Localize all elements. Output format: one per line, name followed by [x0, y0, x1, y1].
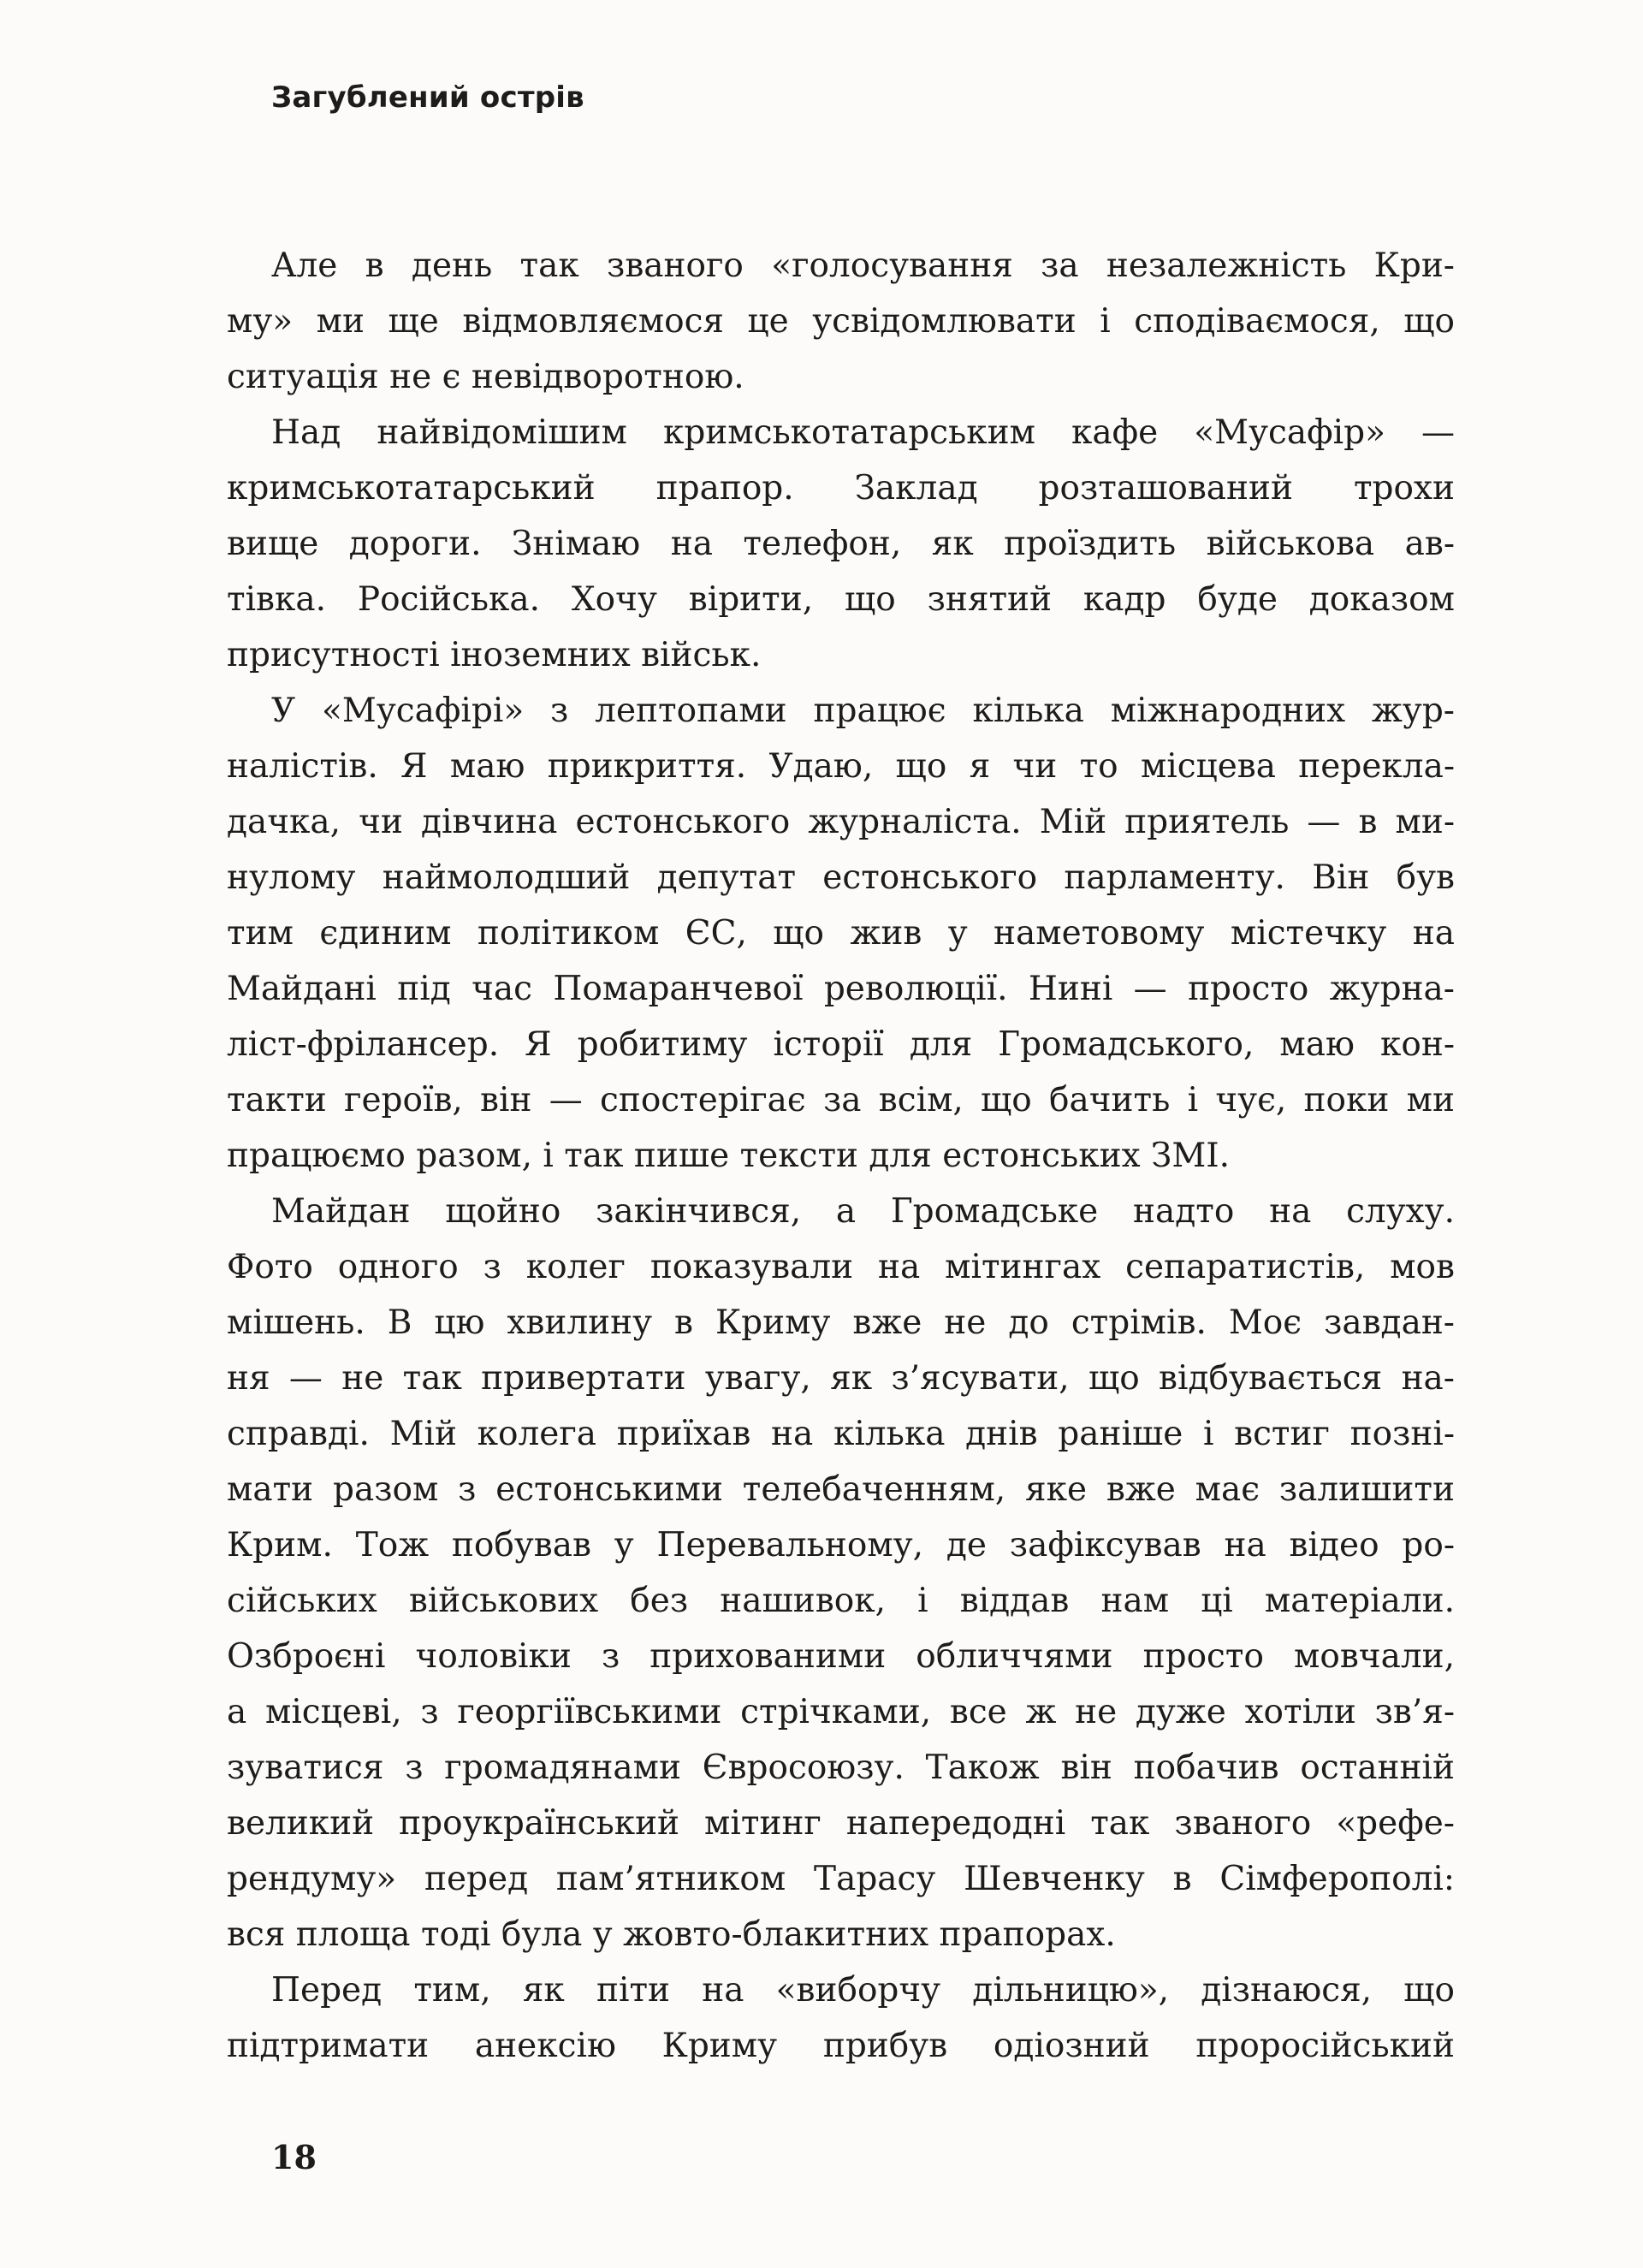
text-line: Майдані під час Помаранчевої революції. Нині — просто журна-	[227, 970, 1455, 1008]
text-line: Перед тим, як піти на «виборчу дільницю», дізнаюся, що	[271, 1971, 1455, 2010]
body-text	[227, 238, 1455, 2074]
text-line: вся площа тоді була у жовто-блакитних прапорах.	[227, 1915, 1116, 1954]
page-number: 18	[271, 2138, 317, 2176]
running-header: Загублений острів	[271, 80, 584, 115]
text-line: підтримати анексію Криму прибув одіозний проросійський	[227, 2027, 1455, 2065]
text-line: ситуація не є невідворотною.	[227, 358, 744, 396]
text-line: мати разом з естонськими телебаченням, яке вже має залишити	[227, 1470, 1455, 1509]
text-line: ліст-фрілансер. Я робитиму історії для Громадського, маю кон-	[227, 1025, 1455, 1064]
text-line: тим єдиним політиком ЄС, що жив у наметовому містечку на	[227, 914, 1455, 953]
text-line: зуватися з громадянами Євросоюзу. Також він побачив останній	[227, 1748, 1455, 1787]
text-line: мішень. В цю хвилину в Криму вже не до стрімів. Моє завдан-	[227, 1303, 1455, 1342]
text-line: присутності іноземних військ.	[227, 636, 762, 674]
text-line: такти героїв, він — спостерігає за всім, що бачить і чує, поки ми	[227, 1081, 1455, 1119]
text-line: справді. Мій колега приїхав на кілька днів раніше і встиг позні-	[227, 1415, 1455, 1453]
text-line: налістів. Я маю прикриття. Удаю, що я чи то місцева перекла-	[227, 747, 1455, 786]
text-line: Крим. Тож побував у Перевальному, де зафіксував на відео ро-	[227, 1526, 1455, 1564]
text-line: рендуму» перед пам’ятником Тарасу Шевченку в Сімферополі:	[227, 1860, 1455, 1898]
text-line: працюємо разом, і так пише тексти для естонських ЗМІ.	[227, 1137, 1231, 1175]
text-line: му» ми ще відмовляємося це усвідомлювати і сподіваємося, що	[227, 302, 1455, 341]
text-line: У «Мусафірі» з лептопами працює кілька міжнародних жур-	[271, 692, 1455, 730]
text-line: Озброєні чоловіки з прихованими обличчями просто мовчали,	[227, 1637, 1455, 1676]
text-line: вище дороги. Знімаю на телефон, як проїздить військова ав-	[227, 525, 1455, 563]
text-line: ня — не так привертати увагу, як з’ясувати, що відбувається на-	[227, 1359, 1455, 1398]
text-line: дачка, чи дівчина естонського журналіста. Мій приятель — в ми-	[227, 803, 1455, 841]
text-line: нулому наймолодший депутат естонського парламенту. Він був	[227, 858, 1455, 897]
text-line: Але в день так званого «голосування за незалежність Кри-	[271, 246, 1455, 285]
text-line: Майдан щойно закінчився, а Громадське надто на слуху.	[271, 1192, 1455, 1231]
text-line: Фото одного з колег показували на мітингах сепаратистів, мов	[227, 1248, 1455, 1286]
text-line: сійських військових без нашивок, і віддав нам ці матеріали.	[227, 1582, 1455, 1620]
text-line: кримськотатарський прапор. Заклад розташований трохи	[227, 469, 1455, 508]
text-line: великий проукраїнський мітинг напередодні так званого «рефе-	[227, 1804, 1455, 1843]
text-line: тівка. Російська. Хочу вірити, що знятий кадр буде доказом	[227, 580, 1455, 619]
text-line: Над найвідомішим кримськотатарським кафе «Мусафір» —	[271, 413, 1455, 452]
text-line: а місцеві, з георгіївськими стрічками, все ж не дуже хотіли зв’я-	[227, 1693, 1455, 1731]
